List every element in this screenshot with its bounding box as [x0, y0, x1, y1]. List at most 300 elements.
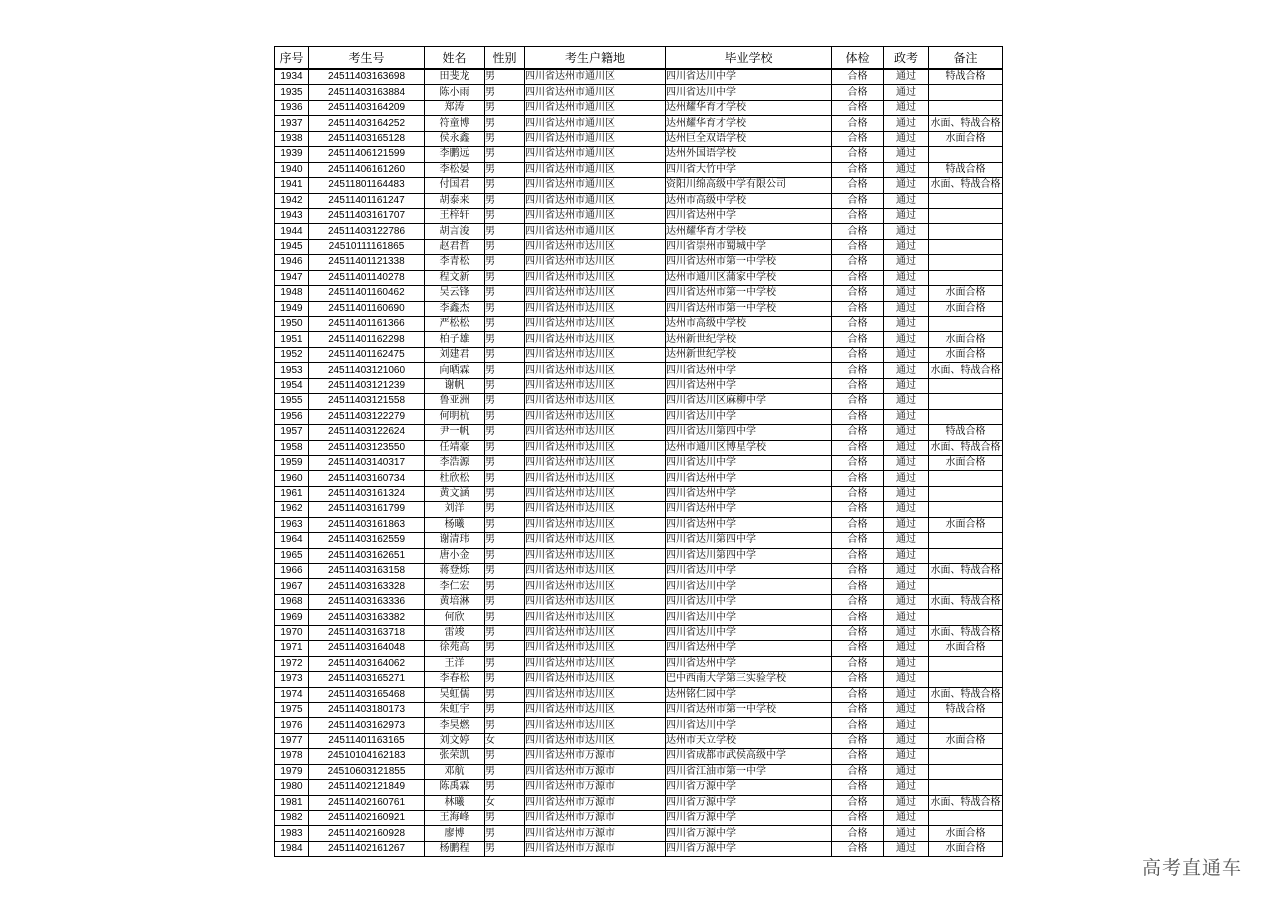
school-cell: 四川省达川中学 — [666, 85, 832, 100]
hometown-cell: 四川省达州市达川区 — [525, 502, 666, 517]
school-cell: 达州新世纪学校 — [666, 347, 832, 362]
school-cell: 四川省万源中学 — [666, 841, 832, 856]
table-row — [275, 332, 1003, 347]
school-cell: 达州市通川区博星学校 — [666, 440, 832, 455]
seq-cell: 1981 — [275, 795, 309, 810]
hometown-cell: 四川省达州市通川区 — [525, 193, 666, 208]
hometown-cell: 四川省达州市通川区 — [525, 162, 666, 177]
seq-cell: 1974 — [275, 687, 309, 702]
school-cell: 四川省大竹中学 — [666, 162, 832, 177]
physical-cell: 合格 — [832, 100, 884, 115]
school-cell: 四川省成都市武侯高级中学 — [666, 749, 832, 764]
political-cell: 通过 — [884, 100, 929, 115]
political-cell: 通过 — [884, 594, 929, 609]
name-cell: 王梓轩 — [425, 208, 485, 223]
hometown-cell: 四川省达州市达川区 — [525, 733, 666, 748]
header-seq: 序号 — [275, 47, 309, 70]
political-cell: 通过 — [884, 795, 929, 810]
hometown-cell: 四川省达州市通川区 — [525, 178, 666, 193]
seq-cell: 1948 — [275, 286, 309, 301]
school-cell: 达州耀华育才学校 — [666, 224, 832, 239]
physical-cell: 合格 — [832, 409, 884, 424]
remarks-cell — [929, 533, 1003, 548]
table-row — [275, 795, 1003, 810]
sex-cell: 男 — [485, 811, 525, 826]
exam-id-cell: 24511403161799 — [309, 502, 425, 517]
physical-cell: 合格 — [832, 718, 884, 733]
physical-cell: 合格 — [832, 548, 884, 563]
hometown-cell: 四川省达州市万源市 — [525, 795, 666, 810]
political-cell: 通过 — [884, 178, 929, 193]
exam-id-cell: 24510104162183 — [309, 749, 425, 764]
remarks-cell: 水面合格 — [929, 841, 1003, 856]
physical-cell: 合格 — [832, 162, 884, 177]
exam-id-cell: 24511401121338 — [309, 255, 425, 270]
seq-cell: 1951 — [275, 332, 309, 347]
political-cell: 通过 — [884, 826, 929, 841]
school-cell: 四川省达州中学 — [666, 208, 832, 223]
remarks-cell — [929, 471, 1003, 486]
seq-cell: 1953 — [275, 363, 309, 378]
political-cell: 通过 — [884, 548, 929, 563]
remarks-cell — [929, 409, 1003, 424]
hometown-cell: 四川省达州市达川区 — [525, 656, 666, 671]
table-row — [275, 455, 1003, 470]
political-cell: 通过 — [884, 425, 929, 440]
seq-cell: 1940 — [275, 162, 309, 177]
school-cell: 四川省达州市第一中学校 — [666, 286, 832, 301]
hometown-cell: 四川省达州市达川区 — [525, 394, 666, 409]
table-row — [275, 100, 1003, 115]
exam-id-cell: 24511403163336 — [309, 594, 425, 609]
hometown-cell: 四川省达州市万源市 — [525, 811, 666, 826]
physical-cell: 合格 — [832, 301, 884, 316]
exam-id-cell: 24511401163165 — [309, 733, 425, 748]
exam-id-cell: 24511403122624 — [309, 425, 425, 440]
name-cell: 尹一帆 — [425, 425, 485, 440]
exam-id-cell: 24511401162475 — [309, 347, 425, 362]
table-row — [275, 811, 1003, 826]
sex-cell: 男 — [485, 579, 525, 594]
sex-cell: 男 — [485, 764, 525, 779]
physical-cell: 合格 — [832, 363, 884, 378]
exam-id-cell: 24511403165468 — [309, 687, 425, 702]
exam-id-cell: 24511403162651 — [309, 548, 425, 563]
seq-cell: 1964 — [275, 533, 309, 548]
table-row — [275, 780, 1003, 795]
exam-id-cell: 24511403163698 — [309, 69, 425, 85]
school-cell: 达州新世纪学校 — [666, 332, 832, 347]
header-school: 毕业学校 — [666, 47, 832, 70]
political-cell: 通过 — [884, 517, 929, 532]
remarks-cell — [929, 378, 1003, 393]
remarks-cell — [929, 764, 1003, 779]
physical-cell: 合格 — [832, 733, 884, 748]
political-cell: 通过 — [884, 749, 929, 764]
name-cell: 柏子雄 — [425, 332, 485, 347]
table-row — [275, 548, 1003, 563]
political-cell: 通过 — [884, 702, 929, 717]
physical-cell: 合格 — [832, 517, 884, 532]
hometown-cell: 四川省达州市达川区 — [525, 363, 666, 378]
exam-id-cell: 24511403121060 — [309, 363, 425, 378]
physical-cell: 合格 — [832, 687, 884, 702]
remarks-cell — [929, 486, 1003, 501]
header-hometown: 考生户籍地 — [525, 47, 666, 70]
name-cell: 郑涛 — [425, 100, 485, 115]
hometown-cell: 四川省达州市达川区 — [525, 533, 666, 548]
name-cell: 王洋 — [425, 656, 485, 671]
hometown-cell: 四川省达州市达川区 — [525, 332, 666, 347]
political-cell: 通过 — [884, 533, 929, 548]
hometown-cell: 四川省达州市万源市 — [525, 749, 666, 764]
school-cell: 四川省崇州市蜀城中学 — [666, 239, 832, 254]
exam-id-cell: 24511403163884 — [309, 85, 425, 100]
physical-cell: 合格 — [832, 69, 884, 85]
seq-cell: 1982 — [275, 811, 309, 826]
seq-cell: 1949 — [275, 301, 309, 316]
sex-cell: 男 — [485, 687, 525, 702]
physical-cell: 合格 — [832, 811, 884, 826]
sex-cell: 男 — [485, 317, 525, 332]
seq-cell: 1979 — [275, 764, 309, 779]
political-cell: 通过 — [884, 224, 929, 239]
table-row — [275, 69, 1003, 85]
remarks-cell — [929, 208, 1003, 223]
table-row — [275, 116, 1003, 131]
exam-id-cell: 24511403162559 — [309, 533, 425, 548]
name-cell: 付国君 — [425, 178, 485, 193]
school-cell: 达州市高级中学校 — [666, 193, 832, 208]
exam-id-cell: 24511402121849 — [309, 780, 425, 795]
remarks-cell: 特战合格 — [929, 702, 1003, 717]
hometown-cell: 四川省达州市通川区 — [525, 147, 666, 162]
remarks-cell — [929, 579, 1003, 594]
political-cell: 通过 — [884, 286, 929, 301]
political-cell: 通过 — [884, 270, 929, 285]
sex-cell: 男 — [485, 625, 525, 640]
table-row — [275, 239, 1003, 254]
header-name: 姓名 — [425, 47, 485, 70]
name-cell: 李浩源 — [425, 455, 485, 470]
physical-cell: 合格 — [832, 208, 884, 223]
political-cell: 通过 — [884, 780, 929, 795]
school-cell: 四川省达川中学 — [666, 409, 832, 424]
table-row — [275, 193, 1003, 208]
table-row — [275, 486, 1003, 501]
exam-id-cell: 24511403163328 — [309, 579, 425, 594]
table-row — [275, 255, 1003, 270]
political-cell: 通过 — [884, 363, 929, 378]
hometown-cell: 四川省达州市达川区 — [525, 564, 666, 579]
exam-id-cell: 24511406121599 — [309, 147, 425, 162]
table-row — [275, 224, 1003, 239]
seq-cell: 1967 — [275, 579, 309, 594]
sex-cell: 男 — [485, 378, 525, 393]
seq-cell: 1945 — [275, 239, 309, 254]
physical-cell: 合格 — [832, 780, 884, 795]
name-cell: 刘文婷 — [425, 733, 485, 748]
school-cell: 四川省达州中学 — [666, 502, 832, 517]
sex-cell: 男 — [485, 208, 525, 223]
hometown-cell: 四川省达州市达川区 — [525, 517, 666, 532]
seq-cell: 1935 — [275, 85, 309, 100]
physical-cell: 合格 — [832, 795, 884, 810]
remarks-cell — [929, 811, 1003, 826]
school-cell: 达州耀华育才学校 — [666, 100, 832, 115]
physical-cell: 合格 — [832, 224, 884, 239]
physical-cell: 合格 — [832, 455, 884, 470]
physical-cell: 合格 — [832, 286, 884, 301]
remarks-cell: 水面合格 — [929, 286, 1003, 301]
political-cell: 通过 — [884, 378, 929, 393]
exam-id-cell: 24511403162973 — [309, 718, 425, 733]
exam-id-cell: 24511801164483 — [309, 178, 425, 193]
name-cell: 廖博 — [425, 826, 485, 841]
school-cell: 四川省万源中学 — [666, 826, 832, 841]
table-row — [275, 208, 1003, 223]
hometown-cell: 四川省达州市达川区 — [525, 687, 666, 702]
exam-id-cell: 24511406161260 — [309, 162, 425, 177]
physical-cell: 合格 — [832, 486, 884, 501]
school-cell: 四川省达州中学 — [666, 378, 832, 393]
remarks-cell: 特战合格 — [929, 69, 1003, 85]
name-cell: 赵君哲 — [425, 239, 485, 254]
name-cell: 邓航 — [425, 764, 485, 779]
physical-cell: 合格 — [832, 471, 884, 486]
name-cell: 向晒霖 — [425, 363, 485, 378]
seq-cell: 1977 — [275, 733, 309, 748]
name-cell: 吴云锋 — [425, 286, 485, 301]
sex-cell: 男 — [485, 425, 525, 440]
school-cell: 达州巨全双语学校 — [666, 131, 832, 146]
exam-id-cell: 24511401140278 — [309, 270, 425, 285]
school-cell: 四川省达州中学 — [666, 486, 832, 501]
name-cell: 鲁亚洲 — [425, 394, 485, 409]
school-cell: 达州市天立学校 — [666, 733, 832, 748]
remarks-cell: 水面合格 — [929, 131, 1003, 146]
political-cell: 通过 — [884, 208, 929, 223]
sex-cell: 男 — [485, 517, 525, 532]
sex-cell: 男 — [485, 471, 525, 486]
name-cell: 胡言浚 — [425, 224, 485, 239]
sex-cell: 男 — [485, 502, 525, 517]
hometown-cell: 四川省达州市达川区 — [525, 301, 666, 316]
name-cell: 杨曦 — [425, 517, 485, 532]
name-cell: 唐小金 — [425, 548, 485, 563]
seq-cell: 1957 — [275, 425, 309, 440]
exam-id-cell: 24511403163382 — [309, 610, 425, 625]
hometown-cell: 四川省达州市达川区 — [525, 718, 666, 733]
table-row — [275, 178, 1003, 193]
exam-id-cell: 24511403164209 — [309, 100, 425, 115]
seq-cell: 1939 — [275, 147, 309, 162]
header-exam-id: 考生号 — [309, 47, 425, 70]
school-cell: 资阳川绵高级中学有限公司 — [666, 178, 832, 193]
sex-cell: 男 — [485, 332, 525, 347]
remarks-cell — [929, 394, 1003, 409]
sex-cell: 男 — [485, 239, 525, 254]
sex-cell: 男 — [485, 147, 525, 162]
sex-cell: 男 — [485, 656, 525, 671]
remarks-cell: 水面合格 — [929, 641, 1003, 656]
sex-cell: 男 — [485, 533, 525, 548]
political-cell: 通过 — [884, 409, 929, 424]
header-sex: 性别 — [485, 47, 525, 70]
physical-cell: 合格 — [832, 131, 884, 146]
exam-id-cell: 24511401161247 — [309, 193, 425, 208]
school-cell: 四川省达川中学 — [666, 718, 832, 733]
sex-cell: 男 — [485, 641, 525, 656]
exam-id-cell: 24510603121855 — [309, 764, 425, 779]
exam-id-cell: 24511402160761 — [309, 795, 425, 810]
table-header-row — [275, 47, 1003, 70]
seq-cell: 1936 — [275, 100, 309, 115]
remarks-cell: 水面、特战合格 — [929, 440, 1003, 455]
remarks-cell: 水面、特战合格 — [929, 687, 1003, 702]
remarks-cell: 水面、特战合格 — [929, 363, 1003, 378]
physical-cell: 合格 — [832, 332, 884, 347]
political-cell: 通过 — [884, 332, 929, 347]
sex-cell: 男 — [485, 440, 525, 455]
school-cell: 四川省达州中学 — [666, 641, 832, 656]
exam-id-cell: 24511402160921 — [309, 811, 425, 826]
exam-id-cell: 24511402161267 — [309, 841, 425, 856]
seq-cell: 1960 — [275, 471, 309, 486]
political-cell: 通过 — [884, 471, 929, 486]
school-cell: 四川省达川中学 — [666, 564, 832, 579]
remarks-cell: 水面合格 — [929, 826, 1003, 841]
physical-cell: 合格 — [832, 641, 884, 656]
remarks-cell — [929, 255, 1003, 270]
political-cell: 通过 — [884, 656, 929, 671]
political-cell: 通过 — [884, 625, 929, 640]
political-cell: 通过 — [884, 131, 929, 146]
political-cell: 通过 — [884, 394, 929, 409]
sex-cell: 男 — [485, 455, 525, 470]
physical-cell: 合格 — [832, 841, 884, 856]
remarks-cell: 水面合格 — [929, 455, 1003, 470]
remarks-cell — [929, 780, 1003, 795]
name-cell: 李春松 — [425, 672, 485, 687]
political-cell: 通过 — [884, 486, 929, 501]
sex-cell: 男 — [485, 255, 525, 270]
hometown-cell: 四川省达州市达川区 — [525, 471, 666, 486]
exam-id-cell: 24511403164062 — [309, 656, 425, 671]
hometown-cell: 四川省达州市通川区 — [525, 69, 666, 85]
remarks-cell: 水面、特战合格 — [929, 625, 1003, 640]
physical-cell: 合格 — [832, 440, 884, 455]
school-cell: 四川省万源中学 — [666, 780, 832, 795]
table-row — [275, 286, 1003, 301]
remarks-cell — [929, 656, 1003, 671]
school-cell: 四川省达川中学 — [666, 455, 832, 470]
seq-cell: 1944 — [275, 224, 309, 239]
exam-id-cell: 24511403122279 — [309, 409, 425, 424]
name-cell: 何欣 — [425, 610, 485, 625]
remarks-cell — [929, 672, 1003, 687]
name-cell: 李昊燃 — [425, 718, 485, 733]
sex-cell: 男 — [485, 749, 525, 764]
exam-id-cell: 24511403140317 — [309, 455, 425, 470]
sex-cell: 男 — [485, 394, 525, 409]
table-row — [275, 394, 1003, 409]
physical-cell: 合格 — [832, 317, 884, 332]
table-row — [275, 656, 1003, 671]
hometown-cell: 四川省达州市达川区 — [525, 548, 666, 563]
physical-cell: 合格 — [832, 347, 884, 362]
admission-roster-table — [274, 46, 1003, 857]
header-physical: 体检 — [832, 47, 884, 70]
name-cell: 雷竣 — [425, 625, 485, 640]
exam-id-cell: 24511403161324 — [309, 486, 425, 501]
seq-cell: 1980 — [275, 780, 309, 795]
table-row — [275, 517, 1003, 532]
remarks-cell: 水面、特战合格 — [929, 178, 1003, 193]
seq-cell: 1975 — [275, 702, 309, 717]
seq-cell: 1955 — [275, 394, 309, 409]
remarks-cell — [929, 749, 1003, 764]
hometown-cell: 四川省达州市达川区 — [525, 255, 666, 270]
political-cell: 通过 — [884, 579, 929, 594]
exam-id-cell: 24511402160928 — [309, 826, 425, 841]
hometown-cell: 四川省达州市通川区 — [525, 116, 666, 131]
name-cell: 田斐龙 — [425, 69, 485, 85]
exam-id-cell: 24511401160690 — [309, 301, 425, 316]
seq-cell: 1970 — [275, 625, 309, 640]
political-cell: 通过 — [884, 718, 929, 733]
hometown-cell: 四川省达州市达川区 — [525, 625, 666, 640]
remarks-cell: 水面、特战合格 — [929, 564, 1003, 579]
political-cell: 通过 — [884, 255, 929, 270]
physical-cell: 合格 — [832, 610, 884, 625]
table-row — [275, 85, 1003, 100]
seq-cell: 1983 — [275, 826, 309, 841]
political-cell: 通过 — [884, 440, 929, 455]
remarks-cell: 水面、特战合格 — [929, 795, 1003, 810]
school-cell: 四川省达州中学 — [666, 471, 832, 486]
physical-cell: 合格 — [832, 533, 884, 548]
school-cell: 四川省达川中学 — [666, 610, 832, 625]
sex-cell: 男 — [485, 409, 525, 424]
seq-cell: 1946 — [275, 255, 309, 270]
remarks-cell: 水面、特战合格 — [929, 116, 1003, 131]
school-cell: 四川省达州中学 — [666, 363, 832, 378]
physical-cell: 合格 — [832, 594, 884, 609]
name-cell: 李松晏 — [425, 162, 485, 177]
sex-cell: 男 — [485, 841, 525, 856]
exam-id-cell: 24510111161865 — [309, 239, 425, 254]
name-cell: 张荣凯 — [425, 749, 485, 764]
exam-id-cell: 24511403165271 — [309, 672, 425, 687]
seq-cell: 1978 — [275, 749, 309, 764]
table-row — [275, 131, 1003, 146]
seq-cell: 1965 — [275, 548, 309, 563]
school-cell: 达州市高级中学校 — [666, 317, 832, 332]
school-cell: 达州铭仁园中学 — [666, 687, 832, 702]
exam-id-cell: 24511401161366 — [309, 317, 425, 332]
name-cell: 胡泰来 — [425, 193, 485, 208]
seq-cell: 1959 — [275, 455, 309, 470]
hometown-cell: 四川省达州市万源市 — [525, 764, 666, 779]
political-cell: 通过 — [884, 193, 929, 208]
table-row — [275, 579, 1003, 594]
school-cell: 四川省万源中学 — [666, 795, 832, 810]
exam-id-cell: 24511403164252 — [309, 116, 425, 131]
seq-cell: 1943 — [275, 208, 309, 223]
political-cell: 通过 — [884, 687, 929, 702]
table-row — [275, 718, 1003, 733]
